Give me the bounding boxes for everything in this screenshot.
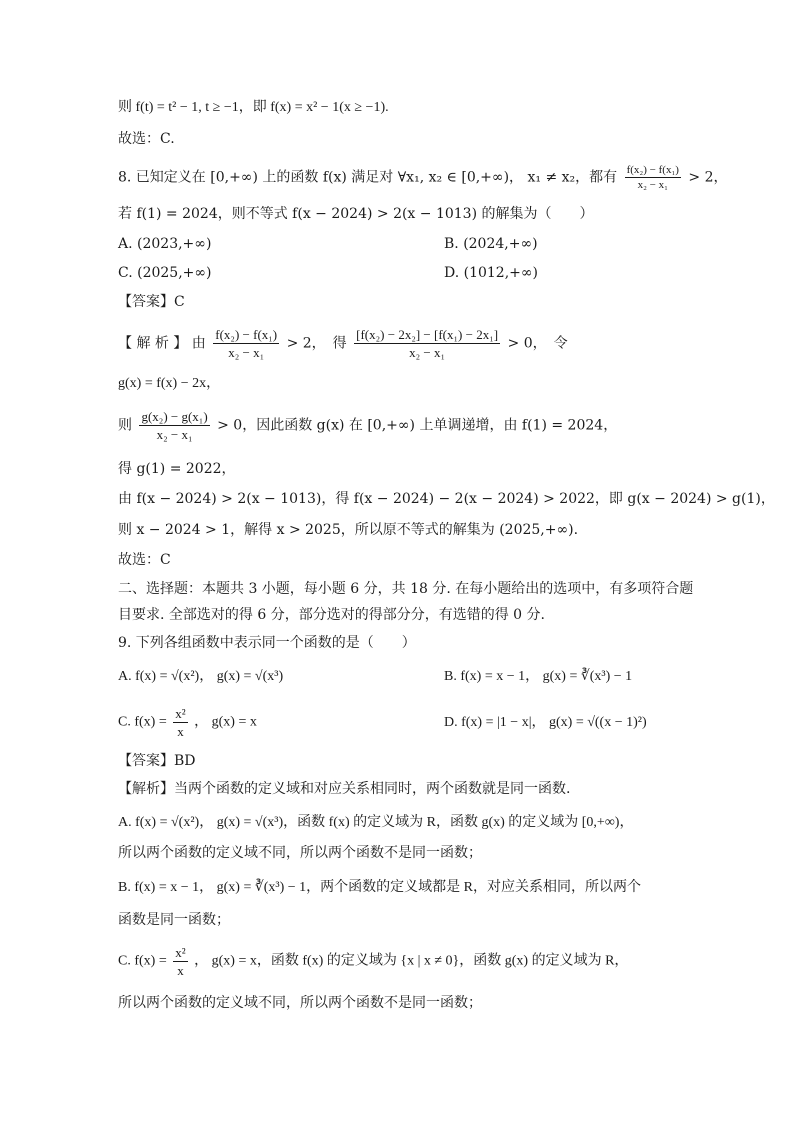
question-8-stem [118, 163, 728, 192]
fraction-numerator: [f(x₂) − 2x₂] − [f(x₁) − 2x₁] [356, 327, 499, 342]
text-line: 故选：C. [118, 131, 175, 147]
text-line: 故选：C [118, 552, 171, 568]
option-b: B. (2024,+∞) [444, 236, 538, 252]
text-span: ， g(x) = x [194, 714, 257, 730]
fraction-denominator: x [177, 724, 184, 739]
section-heading: 二、选择题：本题共 3 小题，每小题 6 分，共 18 分. 在每小题给出的选项中，有多项符合题 [118, 581, 694, 597]
fraction [173, 705, 187, 740]
solution-line: 所以两个函数的定义域不同，所以两个函数不是同一函数； [118, 845, 482, 861]
fraction-denominator: x₂ − x₁ [409, 345, 446, 360]
option-c: C. (2025,+∞) [118, 265, 212, 281]
option-d: D. (1012,+∞) [444, 265, 539, 281]
solution-line: 【解析】当两个函数的定义域和对应关系相同时，两个函数就是同一函数. [118, 781, 571, 797]
text-line: 则 x − 2024 > 1，解得 x > 2025，所以原不等式的解集为 (2025,+∞). [118, 522, 579, 538]
fraction [625, 163, 681, 192]
solution-line [118, 326, 568, 361]
text-span: > 2， 得 [286, 335, 347, 352]
fraction-denominator: x₂ − x₁ [156, 427, 193, 442]
text-span: 8. 已知定义在 [0,+∞) 上的函数 f(x) 满足对 ∀x₁, x₂ ∈ [0,+∞)， x₁ ≠ x₂，都有 [118, 169, 618, 186]
text-line: 得 g(1) = 2022， [118, 461, 236, 477]
text-span: > 0，因此函数 g(x) 在 [0,+∞) 上单调递增，由 f(1) = 2024， [217, 417, 618, 434]
solution-line: 所以两个函数的定义域不同，所以两个函数不是同一函数； [118, 995, 482, 1011]
text-span: > 0， 令 [507, 335, 568, 352]
fraction-numerator: x² [175, 945, 186, 960]
fraction-numerator: f(x₂) − f(x₁) [626, 164, 679, 176]
fraction-denominator: x [177, 963, 184, 978]
answer-label: 【答案】BD [118, 753, 196, 769]
question-9-stem: 9. 下列各组函数中表示同一个函数的是（ ） [118, 635, 416, 651]
fraction-denominator: x₂ − x₁ [637, 179, 668, 191]
text-line: 目要求. 全部选对的得 6 分，部分选对的得部分分，有选错的得 0 分. [118, 607, 545, 623]
solution-line: 函数是同一函数； [118, 912, 230, 928]
fraction [354, 326, 500, 361]
solution-line: B. f(x) = x − 1， g(x) = ∛(x³) − 1，两个函数的定义域都是 R，对应关系相同，所以两个 [118, 880, 642, 895]
fraction [213, 326, 279, 361]
text-span: C. f(x) = [118, 714, 167, 730]
text-span: C. f(x) = [118, 953, 167, 969]
text-line: 由 f(x − 2024) > 2(x − 1013)，得 f(x − 2024) − 2(x − 2024) > 2022，即 g(x − 2024) > g(1)， [118, 491, 775, 507]
fraction [139, 408, 209, 443]
fraction-numerator: g(x₂) − g(x₁) [141, 409, 208, 424]
solution-line [118, 944, 628, 979]
text-line: g(x) = f(x) − 2x， [118, 376, 221, 391]
text-line: 则 f(t) = t² − 1, t ≥ −1，即 f(x) = x² − 1(x ≥ −1). [118, 100, 389, 115]
text-span: > 2， [688, 169, 728, 186]
solution-line [118, 408, 617, 443]
fraction [173, 944, 187, 979]
option-d: D. f(x) = |1 − x|， g(x) = √((x − 1)²) [444, 715, 647, 730]
text-span: ， g(x) = x，函数 f(x) 的定义域为 {x | x ≠ 0}，函数 g(x) 的定义域为 R， [194, 953, 629, 969]
fraction-numerator: f(x₂) − f(x₁) [215, 327, 278, 342]
option-a: A. f(x) = √(x²)， g(x) = √(x³) [118, 669, 284, 684]
option-c [118, 705, 257, 740]
text-span: 【 解 析 】 由 [118, 335, 206, 352]
fraction-denominator: x₂ − x₁ [228, 345, 265, 360]
text-span: 则 [118, 417, 132, 434]
option-a: A. (2023,+∞) [118, 236, 212, 252]
answer-label: 【答案】C [118, 294, 185, 310]
fraction-numerator: x² [175, 706, 186, 721]
text-line: 若 f(1) = 2024，则不等式 f(x − 2024) > 2(x − 1013) 的解集为（ ） [118, 206, 594, 222]
option-b: B. f(x) = x − 1， g(x) = ∛(x³) − 1 [444, 669, 633, 684]
solution-line: A. f(x) = √(x²)， g(x) = √(x³)，函数 f(x) 的定义域为 R，函数 g(x) 的定义域为 [0,+∞)， [118, 815, 634, 830]
